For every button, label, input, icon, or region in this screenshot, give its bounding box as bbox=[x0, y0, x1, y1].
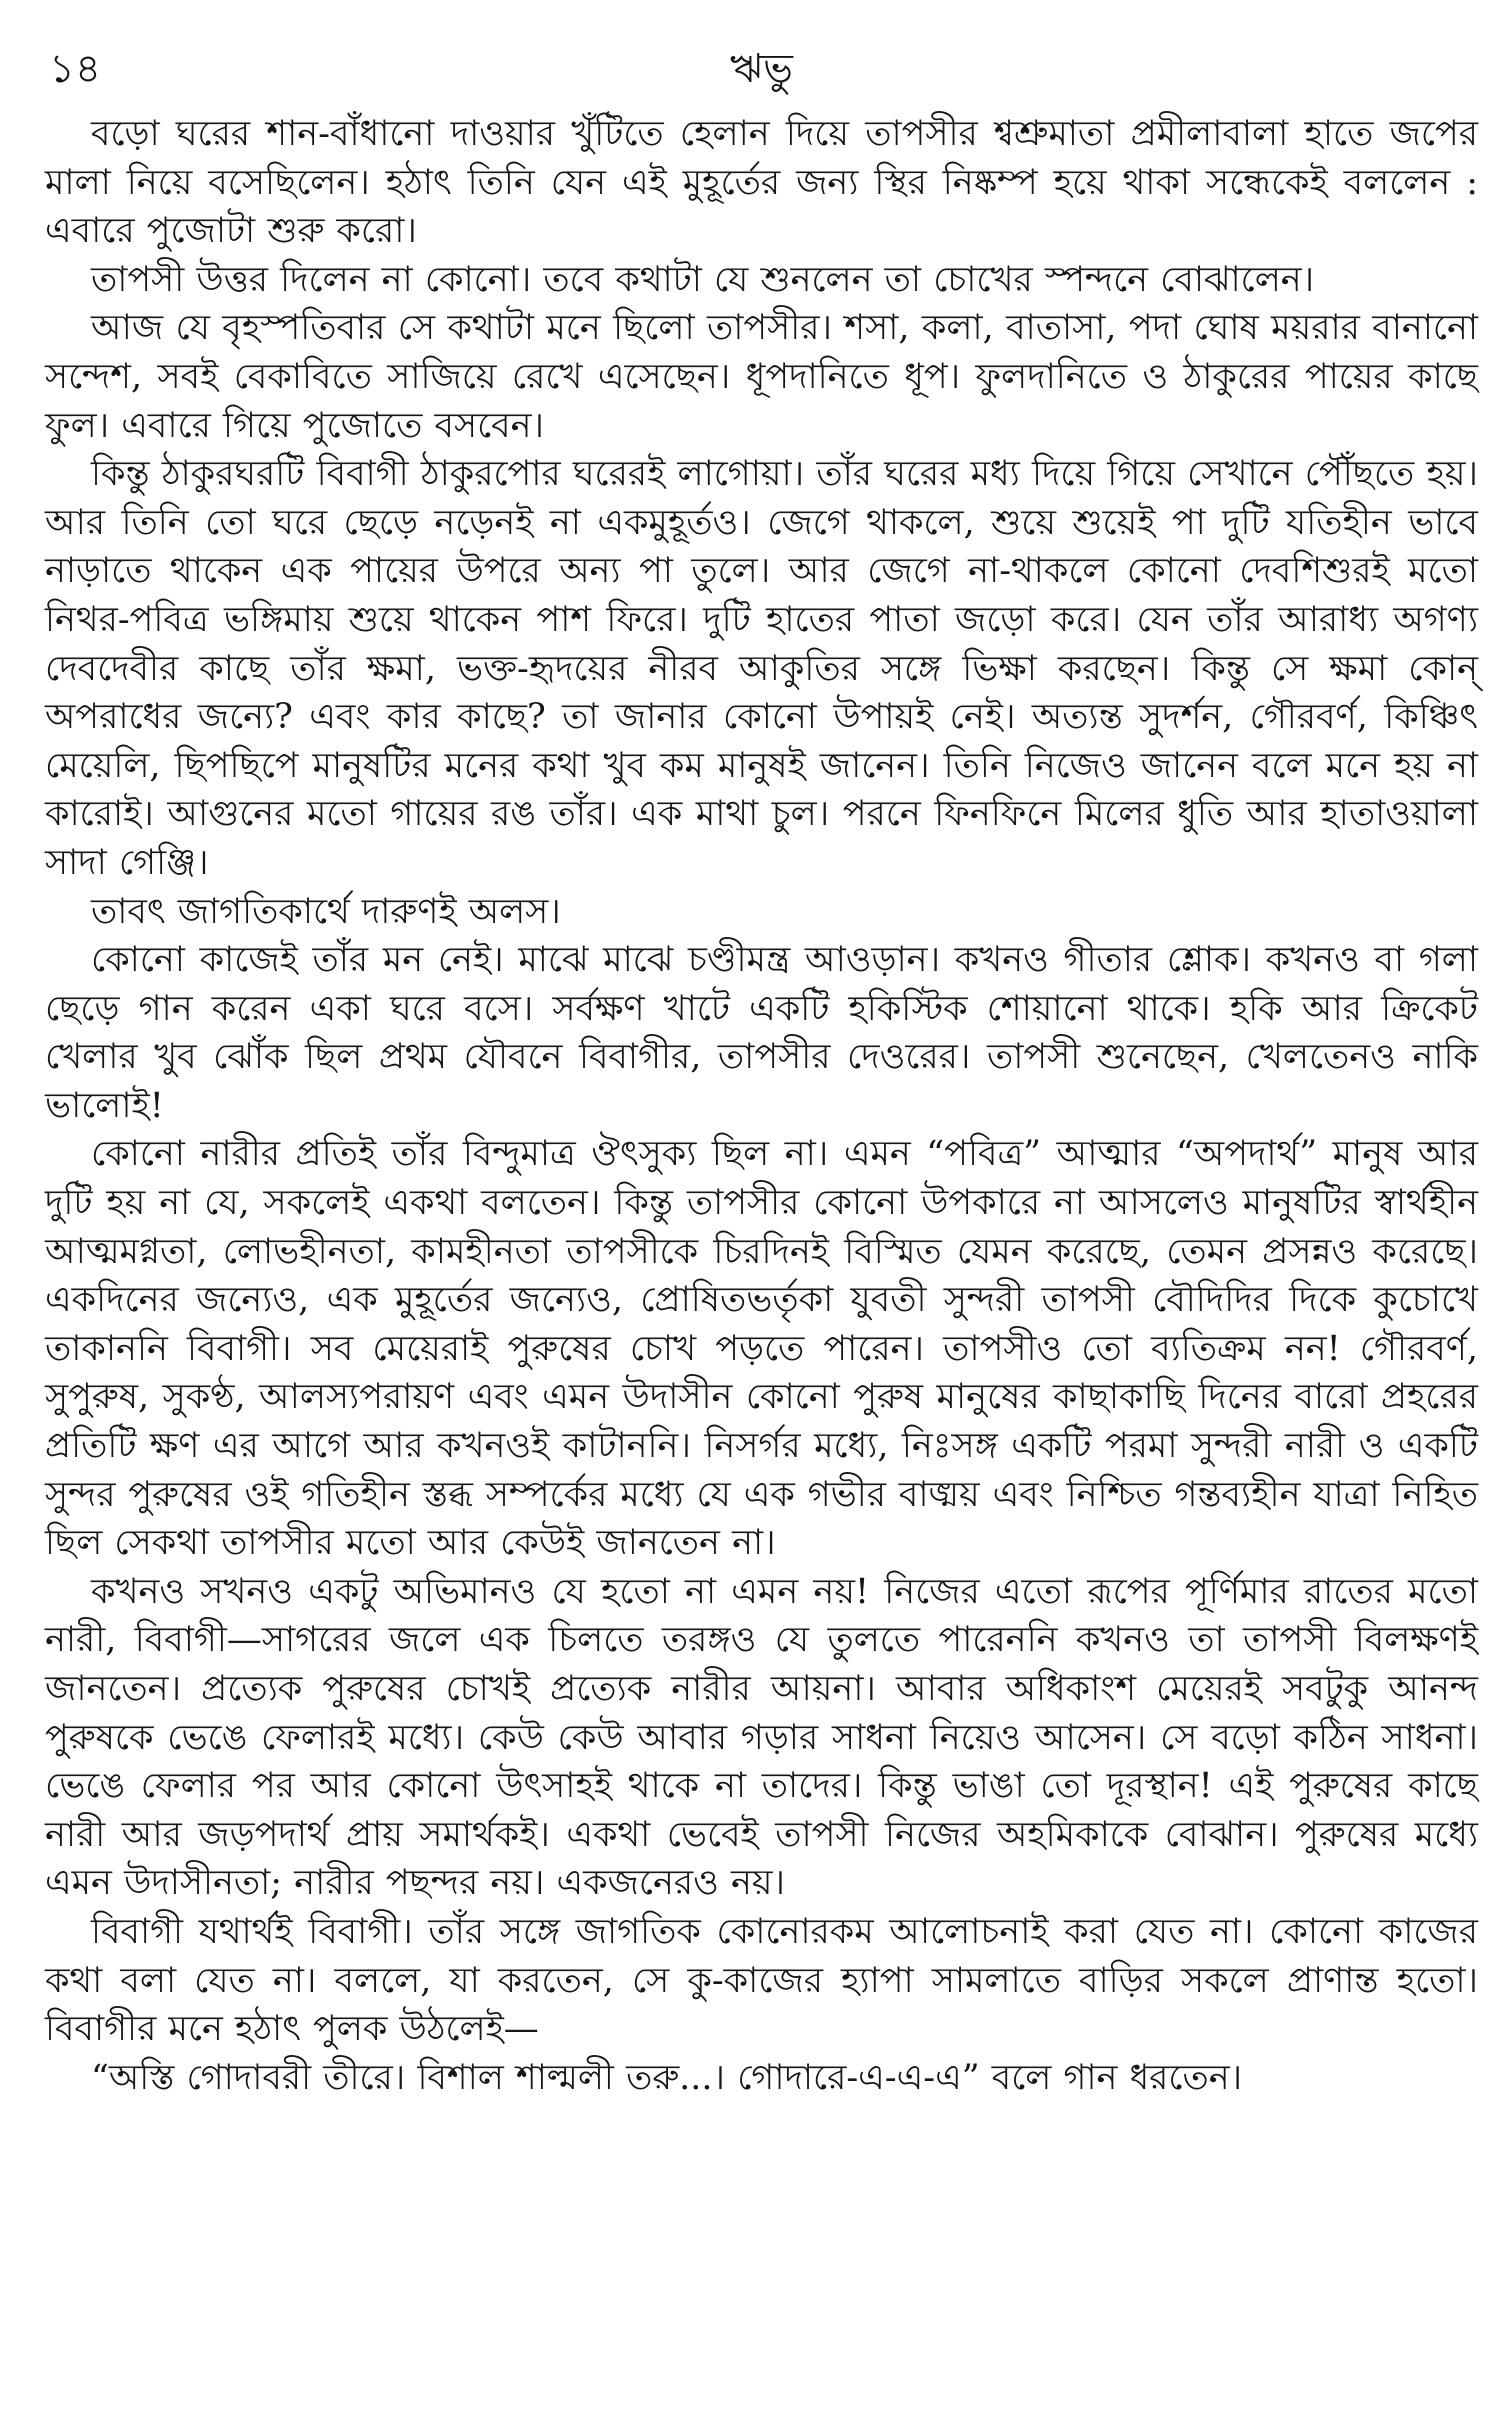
paragraph: কোনো নারীর প্রতিই তাঁর বিন্দুমাত্র ঔৎসুক্য ছিল না। এমন “পবিত্র” আত্মার “অপদার্থ” মানুষ আর দুটি হয় না যে, সকলেই একথা বলতেন। কিন্তু তাপসীর কোনো উপকারে না আসলেও মানুষটির স্বার্থহীন আত্মমগ্নতা, লোভহীনতা, কামহীনতা তাপসীকে চিরদিনই বিস্মিত যেমন করেছে, তেমন প্রসন্নও করেছে। একদিনের জন্যেও, এক মুহূর্তের জন্যেও, প্রোষিতভর্তৃকা যুবতী সুন্দরী তাপসী বৌদিদির দিকে কুচোখে তাকাননি বিবাগী। সব মেয়েরাই পুরুষের চোখ পড়তে পারেন। তাপসীও তো ব্যতিক্রম নন! গৌরবর্ণ, সুপুরুষ, সুকণ্ঠ, আলস্যপরায়ণ এবং এমন উদাসীন কোনো পুরুষ মানুষের কাছাকাছি দিনের বারো প্রহরের প্রতিটি ক্ষণ এর আগে আর কখনওই কাটাননি। নিসর্গর মধ্যে, নিঃসঙ্গ একটি পরমা সুন্দরী নারী ও একটি সুন্দর পুরুষের ওই গতিহীন স্তব্ধ সম্পর্কের মধ্যে যে এক গভীর বাঙ্ময় এবং নিশ্চিত গন্তব্যহীন যাত্রা নিহিত ছিল সেকথা তাপসীর মতো আর কেউই জানতেন না। bbox=[45, 1134, 1478, 1564]
paragraph: কিন্তু ঠাকুরঘরটি বিবাগী ঠাকুরপোর ঘরেরই লাগোয়া। তাঁর ঘরের মধ্য দিয়ে গিয়ে সেখানে পৌঁছতে হয়। আর তিনি তো ঘরে ছেড়ে নড়েনই না একমুহূর্তও। জেগে থাকলে, শুয়ে শুয়েই পা দুটি যতিহীন ভাবে নাড়াতে থাকেন এক পায়ের উপরে অন্য পা তুলে। আর জেগে না-থাকলে কোনো দেবশিশুরই মতো নিথর-পবিত্র ভঙ্গিমায় শুয়ে থাকেন পাশ ফিরে। দুটি হাতের পাতা জড়ো করে। যেন তাঁর আরাধ্য অগণ্য দেবদেবীর কাছে তাঁর ক্ষমা, ভক্ত-হৃদয়ের নীরব আকুতির সঙ্গে ভিক্ষা করছেন। কিন্তু সে ক্ষমা কোন্ অপরাধের জন্যে? এবং কার কাছে? তা জানার কোনো উপায়ই নেই। অত্যন্ত সুদর্শন, গৌরবর্ণ, কিঞ্চিৎ মেয়েলি, ছিপছিপে মানুষটির মনের কথা খুব কম মানুষই জানেন। তিনি নিজেও জানেন বলে মনে হয় না কারোই। আগুনের মতো গায়ের রঙ তাঁর। এক মাথা চুল। পরনে ফিনফিনে মিলের ধুতি আর হাতাওয়ালা সাদা গেঞ্জি। bbox=[45, 454, 1478, 883]
page-header bbox=[45, 40, 1478, 110]
page-number: ১৪ bbox=[49, 46, 101, 92]
body-text bbox=[45, 110, 1478, 2102]
paragraph: বিবাগী যথার্থই বিবাগী। তাঁর সঙ্গে জাগতিক কোনোরকম আলোচনাই করা যেত না। কোনো কাজের কথা বলা যেত না। বললে, যা করতেন, সে কু-কাজের হ্যাপা সামলাতে বাড়ির সকলে প্রাণান্ত হতো। বিবাগীর মনে হঠাৎ পুলক উঠলেই— bbox=[45, 1911, 1478, 2050]
paragraph: কখনও সখনও একটু অভিমানও যে হতো না এমন নয়! নিজের এতো রূপের পূর্ণিমার রাতের মতো নারী, বিবাগী—সাগরের জলে এক চিলতে তরঙ্গও যে তুলতে পারেননি কখনও তা তাপসী বিলক্ষণই জানতেন। প্রত্যেক পুরুষের চোখই প্রত্যেক নারীর আয়না। আবার অধিকাংশ মেয়েরই সবটুকু আনন্দ পুরুষকে ভেঙে ফেলারই মধ্যে। কেউ কেউ আবার গড়ার সাধনা নিয়েও আসেন। সে বড়ো কঠিন সাধনা। ভেঙে ফেলার পর আর কোনো উৎসাহই থাকে না তাদের। কিন্তু ভাঙা তো দূরস্থান! এই পুরুষের কাছে নারী আর জড়পদার্থ প্রায় সমার্থকই। একথা ভেবেই তাপসী নিজের অহমিকাকে বোঝান। পুরুষের মধ্যে এমন উদাসীনতা; নারীর পছন্দর নয়। একজনেরও নয়। bbox=[45, 1571, 1478, 1904]
running-title: ঋভু bbox=[730, 46, 793, 92]
paragraph: “অস্তি গোদাবরী তীরে। বিশাল শাল্মলী তরু...। গোদারে-এ-এ-এ” বলে গান ধরতেন। bbox=[91, 2057, 1243, 2098]
paragraph: তাপসী উত্তর দিলেন না কোনো। তবে কথাটা যে শুনলেন তা চোখের স্পন্দনে বোঝালেন। bbox=[91, 259, 1315, 300]
paragraph: আজ যে বৃহস্পতিবার সে কথাটা মনে ছিলো তাপসীর। শসা, কলা, বাতাসা, পদা ঘোষ ময়রার বানানো সন্দেশ, সবই বেকাবিতে সাজিয়ে রেখে এসেছেন। ধূপদানিতে ধূপ। ফুলদানিতে ও ঠাকুরের পায়ের কাছে ফুল। এবারে গিয়ে পুজোতে বসবেন। bbox=[45, 308, 1478, 446]
paragraph: বড়ো ঘরের শান-বাঁধানো দাওয়ার খুঁটিতে হেলান দিয়ে তাপসীর শ্বশ্রুমাতা প্রমীলাবালা হাতে জপের মালা নিয়ে বসেছিলেন। হঠাৎ তিনি যেন এই মুহূর্তের জন্য স্থির নিষ্কম্প হয়ে থাকা সন্ধেকেই বললেন : এবারে পুজোটা শুরু করো। bbox=[45, 114, 1478, 252]
paragraph: কোনো কাজেই তাঁর মন নেই। মাঝে মাঝে চণ্ডীমন্ত্র আওড়ান। কখনও গীতার শ্লোক। কখনও বা গলা ছেড়ে গান করেন একা ঘরে বসে। সর্বক্ষণ খাটে একটি হকিস্টিক শোয়ানো থাকে। হকি আর ক্রিকেট খেলার খুব ঝোঁক ছিল প্রথম যৌবনে বিবাগীর, তাপসীর দেওরের। তাপসী শুনেছেন, খেলতেনও নাকি ভালোই! bbox=[45, 940, 1478, 1126]
paragraph: তাবৎ জাগতিকার্থে দারুণই অলস। bbox=[91, 891, 561, 932]
